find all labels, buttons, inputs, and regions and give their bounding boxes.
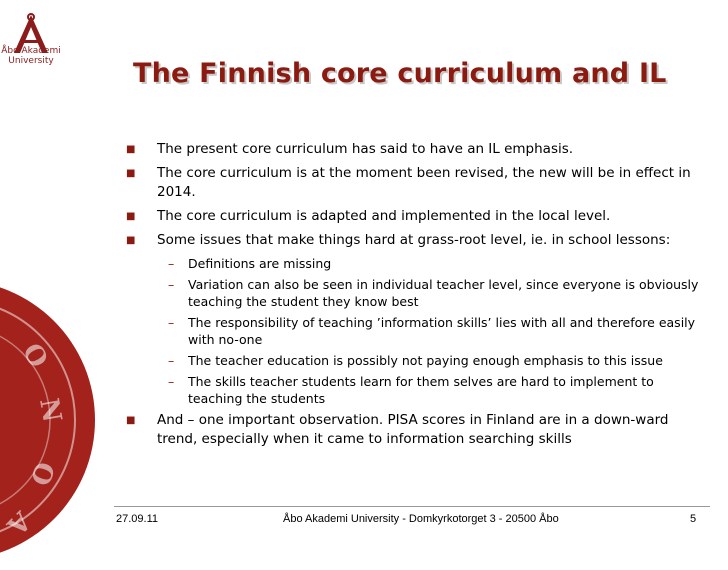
bullet-marker-icon: ■ (126, 168, 136, 179)
bullet-item (120, 164, 700, 202)
dash-marker-icon: – (168, 277, 175, 292)
bullet-text: The core curriculum is at the moment been revised, the new will be in effect in 2014. (157, 165, 691, 200)
logo-subtitle: University (8, 56, 54, 66)
slide-title: The Finnish core curriculum and IL (133, 58, 667, 89)
sidebar (0, 0, 67, 546)
sub-bullet-item (120, 373, 700, 407)
svg-text:N: N (33, 396, 67, 425)
footer-date: 27.09.11 (116, 513, 159, 525)
sub-bullet-text: The skills teacher students learn for them selves are hard to implement to teaching the students (188, 374, 654, 406)
bullet-marker-icon: ■ (126, 235, 136, 246)
bullet-text: Some issues that make things hard at grass-root level, ie. in school lessons: (157, 232, 671, 248)
bullet-item (120, 411, 700, 449)
footer-address: Åbo Akademi University - Domkyrkotorget 3 - 20500 Åbo (283, 513, 559, 525)
sub-bullet-item (120, 255, 700, 272)
sub-bullet-text: The teacher education is possibly not paying enough emphasis to this issue (188, 353, 663, 368)
svg-text:O: O (23, 457, 60, 490)
footer-divider (114, 506, 710, 507)
dash-marker-icon: – (168, 374, 175, 389)
sub-bullet-item (120, 352, 700, 369)
bullet-text: And – one important observation. PISA scores in Finland are in a down-ward trend, especially when it came to information searching skills (157, 412, 669, 447)
dash-marker-icon: – (168, 353, 175, 368)
sub-bullet-text: Definitions are missing (188, 256, 332, 271)
svg-text:O: O (15, 338, 54, 374)
bullet-marker-icon: ■ (126, 211, 136, 222)
sub-bullet-text: The responsibility of teaching ’information skills’ lies with all and therefore easily with no-one (188, 315, 696, 347)
university-seal-icon (0, 270, 67, 570)
svg-text:A: A (0, 505, 37, 541)
bullet-marker-icon: ■ (126, 144, 136, 155)
bullet-item (120, 231, 700, 250)
logo-name: Åbo Akademi (1, 46, 61, 56)
dash-marker-icon: – (168, 315, 175, 330)
bullet-marker-icon: ■ (126, 415, 136, 426)
bullet-text: The present core curriculum has said to have an IL emphasis. (157, 141, 574, 157)
sub-bullet-item (120, 314, 700, 348)
page-number: 5 (690, 513, 697, 525)
bullet-item (120, 140, 700, 159)
bullet-text: The core curriculum is adapted and implemented in the local level. (157, 208, 611, 224)
sub-bullet-item (120, 276, 700, 310)
sub-bullet-text: Variation can also be seen in individual teacher level, since everyone is obviously teaching the student they know best (188, 277, 699, 309)
bullet-item (120, 207, 700, 226)
dash-marker-icon: – (168, 256, 175, 271)
slide-body (120, 140, 700, 454)
